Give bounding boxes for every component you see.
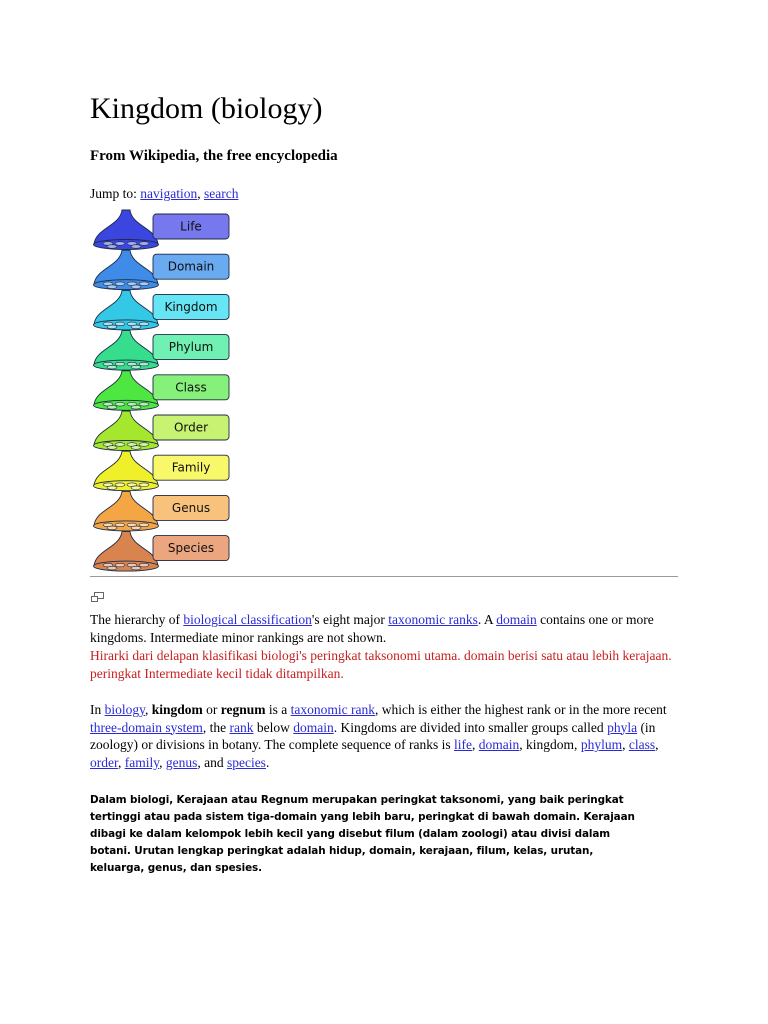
body-text: , — [117, 754, 125, 770]
bell-oval — [115, 403, 125, 407]
body-text: , which is either the highest rank or in the more recent — [375, 702, 667, 717]
bell-oval — [139, 403, 149, 407]
jump-navigation-link[interactable]: navigation — [140, 186, 198, 201]
link-life[interactable]: life — [454, 737, 473, 753]
body-text: , — [655, 737, 659, 753]
bell-oval — [107, 325, 117, 329]
bell-oval — [131, 566, 141, 570]
term-kingdom: kingdom — [151, 702, 203, 717]
bell-oval — [115, 523, 125, 527]
intro-paragraph-indonesian: Dalam biologi, Kerajaan atau Regnum merupakan peringkat taksonomi, yang baik peringkat tertinggi atau pada sistem tiga-domain yang lebih baru, peringkat di bawah domain. Kerajaan dibagi ke dalam kelompok lebih kecil yang disebut filum (dalam zoologi) atau divisi dalam botani. Urutan lengkap peringkat adalah hidup, domain, kerajaan, filum, kelas, urutan, keluarga, genus, dan spesies. — [90, 794, 635, 874]
link-biology[interactable]: biology — [104, 702, 145, 717]
rank-phylum — [94, 331, 230, 371]
link-domain-3[interactable]: domain — [478, 737, 520, 753]
taxonomy-hierarchy-diagram — [88, 204, 238, 572]
link-species[interactable]: species — [226, 754, 266, 770]
link-phyla[interactable]: phyla — [607, 719, 638, 735]
rank-class — [94, 371, 230, 411]
rank-kingdom — [94, 290, 230, 330]
rank-label: Family — [171, 460, 211, 475]
rank-label: Order — [173, 420, 209, 435]
term-regnum: regnum — [220, 702, 266, 717]
bell-oval — [139, 322, 149, 326]
body-text: . Kingdoms are divided into smaller groups called — [333, 719, 608, 735]
body-text: . — [265, 754, 270, 770]
bell-oval — [131, 486, 141, 490]
body-text: below — [253, 719, 294, 735]
rank-life — [94, 210, 230, 250]
bell-oval — [107, 526, 117, 530]
bell-oval — [139, 242, 149, 246]
bell-oval — [115, 563, 125, 567]
caption-divider — [90, 576, 678, 577]
jump-separator: , — [197, 186, 205, 201]
bell-oval — [107, 486, 117, 490]
link-domain[interactable]: domain — [496, 612, 537, 627]
rank-label: Domain — [167, 259, 215, 274]
rank-family — [94, 451, 230, 491]
bell-oval — [115, 322, 125, 326]
body-text: (in zoology) or divisions in botany. The complete sequence of ranks is — [90, 719, 656, 753]
link-domain-2[interactable]: domain — [293, 719, 334, 735]
bell-oval — [131, 285, 141, 289]
bell-oval — [115, 483, 125, 487]
bell-shape — [94, 451, 158, 485]
bell-shape — [94, 371, 158, 405]
rank-label: Kingdom — [164, 299, 218, 314]
jump-to-bar — [90, 186, 239, 202]
bell-oval — [115, 443, 125, 447]
body-text: , — [145, 702, 152, 717]
body-text: is a — [265, 702, 291, 717]
enlarge-icon[interactable] — [91, 592, 105, 602]
link-taxonomic-rank[interactable]: taxonomic rank — [290, 702, 376, 717]
bell-oval — [131, 325, 141, 329]
bell-oval — [107, 245, 117, 249]
link-genus[interactable]: genus — [165, 754, 198, 770]
bell-oval — [131, 245, 141, 249]
bell-oval — [107, 406, 117, 410]
body-text: , — [159, 754, 166, 770]
link-family[interactable]: family — [124, 754, 160, 770]
bell-oval — [139, 362, 149, 366]
body-text: In — [90, 702, 105, 717]
bell-shape — [94, 210, 158, 244]
bell-oval — [115, 362, 125, 366]
bell-oval — [139, 443, 149, 447]
bell-oval — [107, 285, 117, 289]
rank-label: Life — [180, 219, 202, 234]
rank-label: Genus — [171, 500, 211, 515]
rank-label: Class — [175, 380, 207, 395]
rank-label: Phylum — [168, 340, 214, 355]
link-order[interactable]: order — [90, 754, 118, 770]
bell-oval — [107, 566, 117, 570]
body-text: , — [472, 737, 479, 753]
link-biological-classification[interactable]: biological classification — [183, 612, 312, 627]
bell-shape — [94, 411, 158, 445]
bell-shape — [94, 491, 158, 525]
bell-oval — [139, 483, 149, 487]
body-text: , and — [197, 754, 227, 770]
page-title: Kingdom (biology) — [90, 92, 323, 125]
caption-text: contains one or more kingdoms. Intermediate minor rankings are not shown. — [90, 612, 654, 645]
bell-oval — [131, 406, 141, 410]
bell-oval — [107, 365, 117, 369]
bell-shape — [94, 250, 158, 284]
link-three-domain-system[interactable]: three-domain system — [90, 719, 203, 735]
caption-text: 's eight major — [311, 612, 389, 627]
bell-shape — [94, 331, 158, 365]
rank-label: Species — [167, 541, 215, 556]
body-text: , kingdom, — [519, 737, 581, 753]
caption-indonesian: Hirarki dari delapan klasifikasi biologi's peringkat taksonomi utama. domain berisi satu atau lebih kerajaan. peringkat Intermediate kecil tidak ditampilkan. — [90, 648, 672, 681]
jump-search-link[interactable]: search — [204, 186, 239, 201]
bell-oval — [139, 282, 149, 286]
link-rank[interactable]: rank — [229, 719, 254, 735]
caption-text: . A — [477, 612, 497, 627]
link-class[interactable]: class — [628, 737, 656, 753]
bell-oval — [131, 526, 141, 530]
bell-shape — [94, 532, 158, 566]
intro-paragraph-english — [90, 701, 680, 771]
caption-english — [90, 611, 680, 646]
link-phylum[interactable]: phylum — [580, 737, 623, 753]
body-text: , the — [202, 719, 230, 735]
caption-text: The hierarchy of — [90, 612, 184, 627]
bell-oval — [139, 523, 149, 527]
rank-order — [94, 411, 230, 451]
bell-oval — [115, 242, 125, 246]
bell-oval — [131, 446, 141, 450]
bell-oval — [131, 365, 141, 369]
rank-domain — [94, 250, 230, 290]
bell-oval — [139, 563, 149, 567]
body-text: , — [622, 737, 629, 753]
page-subtitle: From Wikipedia, the free encyclopedia — [90, 148, 338, 164]
body-text: or — [202, 702, 221, 717]
bell-oval — [107, 446, 117, 450]
bell-oval — [115, 282, 125, 286]
link-taxonomic-ranks[interactable]: taxonomic ranks — [388, 612, 478, 627]
bell-shape — [94, 290, 158, 324]
rank-genus — [94, 491, 230, 531]
jump-to-label: Jump to: — [90, 186, 141, 201]
rank-species — [94, 532, 230, 572]
